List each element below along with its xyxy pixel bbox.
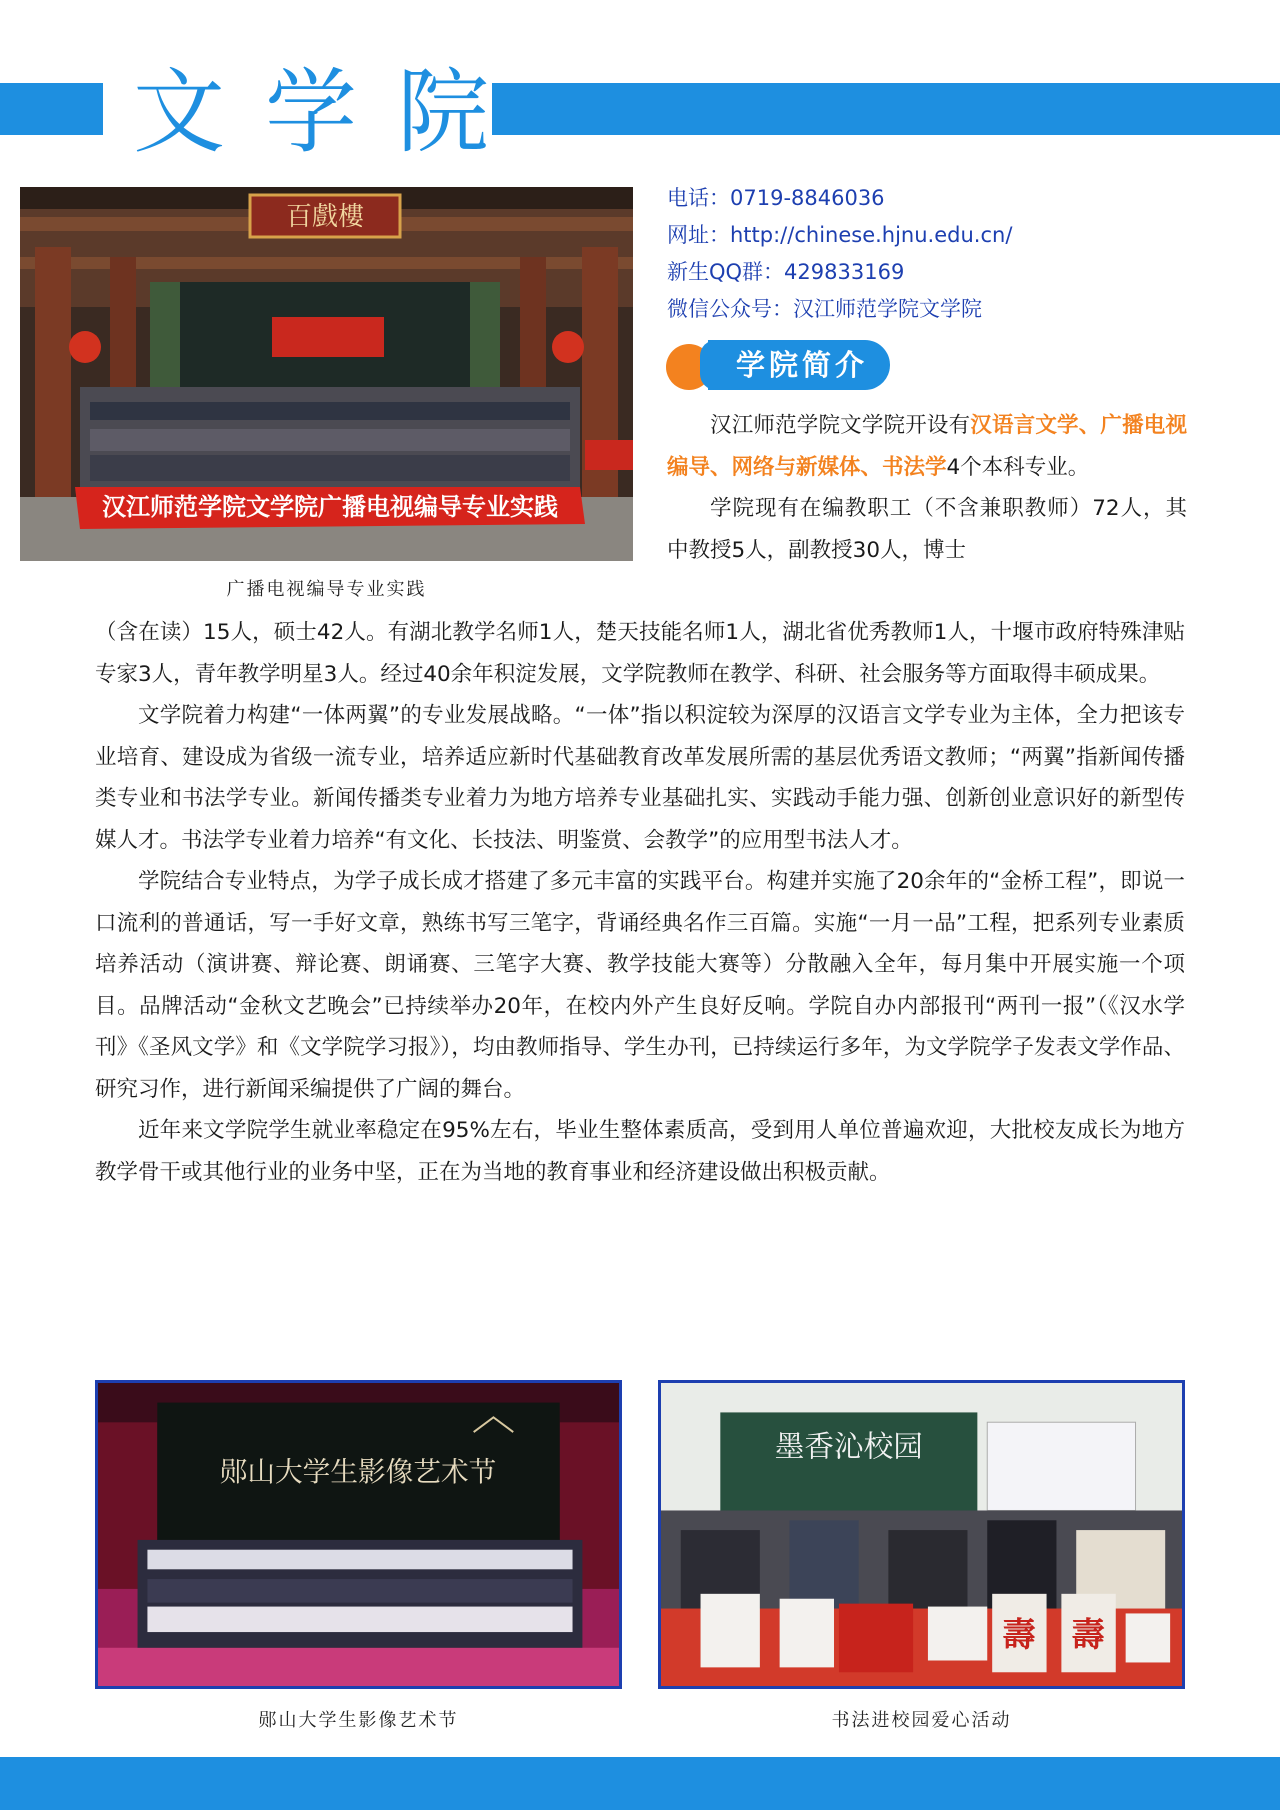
caption-broadcast-practice: 广播电视编导专业实践 [226,579,427,600]
gate-sign-text: 百戲樓 [285,202,365,232]
section-title: 学院简介 [708,340,890,390]
intro-paragraph-4: 学院结合专业特点，为学子成长成才搭建了多元丰富的实践平台。构建并实施了20余年的“金桥工程”，即说一口流利的普通话，写一手好文章，熟练书写三笔字，背诵经典名作三百篇。实施“一月一品”工程，把系列专业素质培养活动（演讲赛、辩论赛、朗诵赛、三笔字大赛、教学技能大赛等）分散融入全年，每月集中开展实施一个项目。品牌活动“金秋文艺晚会”已持续举办20年，在校内外产生良好反响。学院自办内部报刊“两刊一报”（《汉水学刊》《圣风文学》和《文学院学习报》），均由教师指导、学生办刊，已持续运行多年，为文学院学子发表文学作品、研究习作，进行新闻采编提供了广阔的舞台。 [95,869,1185,1102]
paper-char-2: 壽 [1071,1614,1105,1654]
intro-right-column [667,405,1187,571]
page-title: 文学院 [133,59,530,166]
p1-highlight-a: 汉语言文 [970,413,1058,438]
intro-paragraph-2-rest: （含在读）15人，硕士42人。有湖北教学名师1人，楚天技能名师1人，湖北省优秀教师1人，十堰市政府特殊津贴专家3人，青年教学明星3人。经过40余年积淀发展，文学院教师在教学、科研、社会服务等方面取得丰硕成果。 [95,620,1185,687]
intro-paragraph-1 [667,405,1187,488]
caption-calligraphy-event: 书法进校园爱心活动 [831,1710,1012,1731]
section-heading [666,340,890,390]
intro-paragraph-2-start [667,488,1187,571]
p1-pre: 汉江师范学院文学院开设有 [710,413,971,438]
caption-film-festival: 郧山大学生影像艺术节 [258,1710,459,1731]
p1-highlight-b: 学、广播电视编导、网络与新媒体、书法学 [667,413,1187,480]
p1-post: 4个本科专业。 [946,454,1090,480]
banner-text: 汉江师范学院文学院广播电视编导专业实践 [102,493,558,521]
intro-paragraph-3: 文学院着力构建“一体两翼”的专业发展战略。“一体”指以积淀较为深厚的汉语言文学专业为主体，全力把该专业培育、建设成为省级一流专业，培养适应新时代基础教育改革发展所需的基层优秀语文教师；“两翼”指新闻传播类专业和书法学专业。新闻传播类专业着力为地方培养专业基础扎实、实践动手能力强、创新创业意识好的新型传媒人才。书法学专业着力培养“有文化、长技法、明鉴赏、会教学”的应用型书法人才。 [95,703,1185,853]
p2-line-1: 学院现有在编教职工（不含兼职教 [710,496,1048,521]
footer-bar [0,1757,1280,1810]
contact-info [667,180,1012,328]
paper-char-1: 壽 [1002,1614,1036,1654]
header-bar-left [0,83,103,135]
photo-broadcast-practice [20,187,633,561]
p2-line-2: 师）72人，其中教授5人，副教授30人，博士 [667,496,1187,563]
intro-paragraph-5: 近年来文学院学生就业率稳定在95%左右，毕业生整体素质高，受到用人单位普遍欢迎，大批校友成长为地方教学骨干或其他行业的业务中坚，正在为当地的教育事业和经济建设做出积极贡献。 [95,1118,1185,1185]
contact-phone: 电话：0719-8846036 [667,186,885,210]
board-text: 墨香沁校园 [774,1429,923,1464]
photo-film-festival [95,1380,622,1689]
photo-calligraphy-event [658,1380,1185,1689]
contact-website[interactable]: 网址：http://chinese.hjnu.edu.cn/ [667,223,1013,247]
intro-full-width [95,612,1185,1193]
screen-text: 郧山大学生影像艺术节 [219,1456,497,1489]
contact-qq-group: 新生QQ群：429833169 [667,260,905,284]
contact-wechat: 微信公众号：汉江师范学院文学院 [667,297,982,321]
header-bar-right [492,83,1280,135]
